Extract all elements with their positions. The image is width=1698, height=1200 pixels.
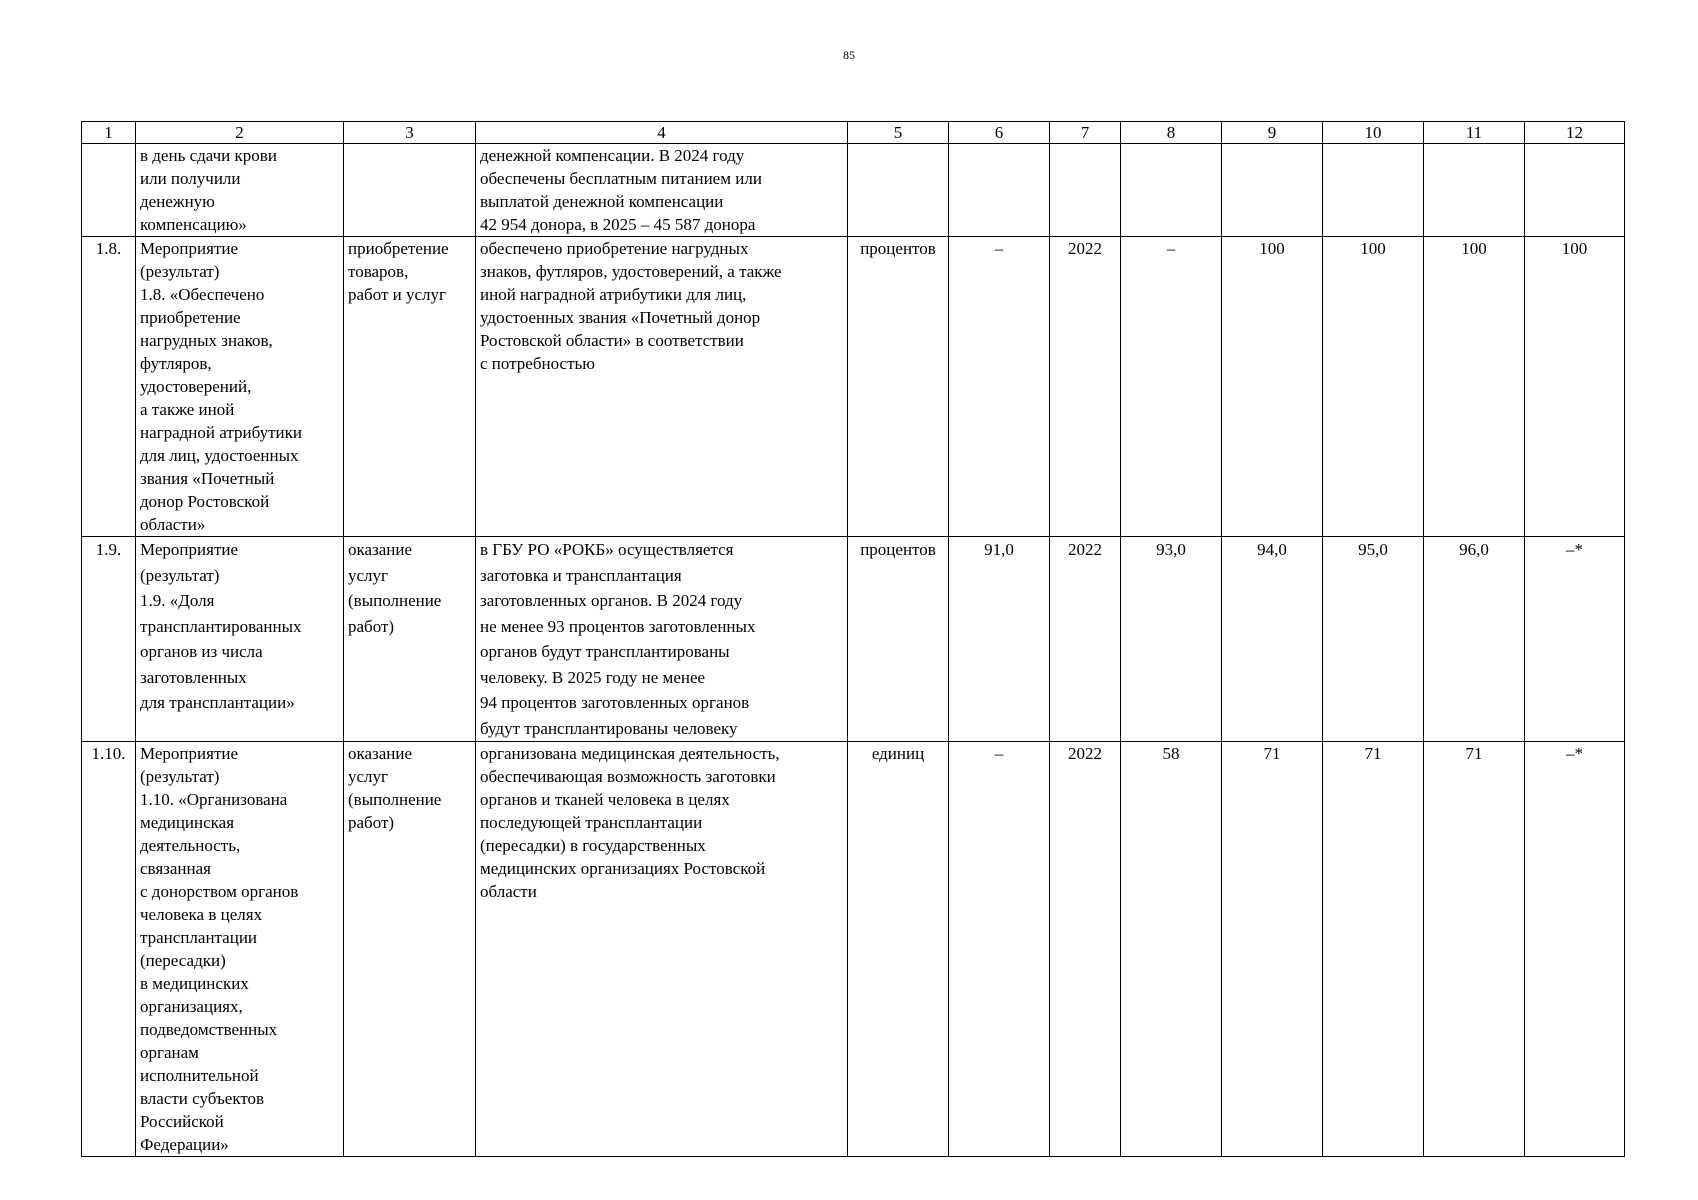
table-row: [82, 237, 1625, 537]
row-value: 100: [1424, 237, 1525, 537]
row-value: 100: [1323, 237, 1424, 537]
row-type: приобретение товаров, работ и услуг: [344, 237, 476, 537]
table-row: [82, 144, 1625, 237]
row-base-year: 2022: [1050, 537, 1121, 742]
row-value: [1121, 144, 1222, 237]
row-base-value: –: [949, 742, 1050, 1157]
row-number: 1.8.: [82, 237, 136, 537]
column-header: 11: [1424, 122, 1525, 144]
column-header: 8: [1121, 122, 1222, 144]
row-unit: [848, 144, 949, 237]
row-description: денежной компенсации. В 2024 году обеспечены бесплатным питанием или выплатой денежной компенсации 42 954 донора, в 2025 – 45 587 донора: [476, 144, 848, 237]
row-base-value: 91,0: [949, 537, 1050, 742]
column-header: 9: [1222, 122, 1323, 144]
column-header: 7: [1050, 122, 1121, 144]
table-row: [82, 742, 1625, 1157]
row-value: [1424, 144, 1525, 237]
row-description: обеспечено приобретение нагрудных знаков, футляров, удостоверений, а также иной наградной атрибутики для лиц, удостоенных звания «Почетный донор Ростовской области» в соответствии с потребностью: [476, 237, 848, 537]
row-value: 94,0: [1222, 537, 1323, 742]
row-value: 100: [1525, 237, 1625, 537]
row-base-value: [949, 144, 1050, 237]
row-name: Мероприятие (результат) 1.9. «Доля трансплантированных органов из числа заготовленных для трансплантации»: [136, 537, 344, 742]
row-base-year: [1050, 144, 1121, 237]
column-header: 6: [949, 122, 1050, 144]
column-header: 4: [476, 122, 848, 144]
row-type: [344, 144, 476, 237]
column-header: 3: [344, 122, 476, 144]
row-value: [1323, 144, 1424, 237]
row-value: 71: [1222, 742, 1323, 1157]
column-number-row: [82, 122, 1625, 144]
row-name: Мероприятие (результат) 1.10. «Организована медицинская деятельность, связанная с донорством органов человека в целях трансплантации (пересадки) в медицинских организациях, подведомственных органам исполнительной власти субъектов Российской Федерации»: [136, 742, 344, 1157]
row-value: [1525, 144, 1625, 237]
row-value: 71: [1424, 742, 1525, 1157]
page-number: 85: [843, 48, 855, 62]
row-unit: единиц: [848, 742, 949, 1157]
row-number: 1.10.: [82, 742, 136, 1157]
row-description: в ГБУ РО «РОКБ» осуществляется заготовка и трансплантация заготовленных органов. В 2024 году не менее 93 процентов заготовленных органов будут трансплантированы человеку. В 2025 году не менее 94 процентов заготовленных органов будут трансплантированы человеку: [476, 537, 848, 742]
column-header: 2: [136, 122, 344, 144]
indicators-table: [81, 121, 1625, 1157]
row-type: оказание услуг (выполнение работ): [344, 537, 476, 742]
column-header: 1: [82, 122, 136, 144]
row-value: 95,0: [1323, 537, 1424, 742]
row-name: в день сдачи крови или получили денежную компенсацию»: [136, 144, 344, 237]
row-value: 93,0: [1121, 537, 1222, 742]
row-value: –: [1121, 237, 1222, 537]
row-unit: процентов: [848, 537, 949, 742]
row-description: организована медицинская деятельность, обеспечивающая возможность заготовки органов и тканей человека в целях последующей трансплантации (пересадки) в государственных медицинских организациях Ростовской области: [476, 742, 848, 1157]
row-name: Мероприятие (результат) 1.8. «Обеспечено приобретение нагрудных знаков, футляров, удостоверений, а также иной наградной атрибутики для лиц, удостоенных звания «Почетный донор Ростовской области»: [136, 237, 344, 537]
row-base-year: 2022: [1050, 742, 1121, 1157]
row-base-value: –: [949, 237, 1050, 537]
row-number: 1.9.: [82, 537, 136, 742]
column-header: 5: [848, 122, 949, 144]
row-type: оказание услуг (выполнение работ): [344, 742, 476, 1157]
row-value: 71: [1323, 742, 1424, 1157]
row-value: 100: [1222, 237, 1323, 537]
row-value: 58: [1121, 742, 1222, 1157]
table-row: [82, 537, 1625, 742]
row-number: [82, 144, 136, 237]
column-header: 12: [1525, 122, 1625, 144]
row-unit: процентов: [848, 237, 949, 537]
row-base-year: 2022: [1050, 237, 1121, 537]
row-value: [1222, 144, 1323, 237]
column-header: 10: [1323, 122, 1424, 144]
row-value: –*: [1525, 742, 1625, 1157]
row-value: –*: [1525, 537, 1625, 742]
row-value: 96,0: [1424, 537, 1525, 742]
